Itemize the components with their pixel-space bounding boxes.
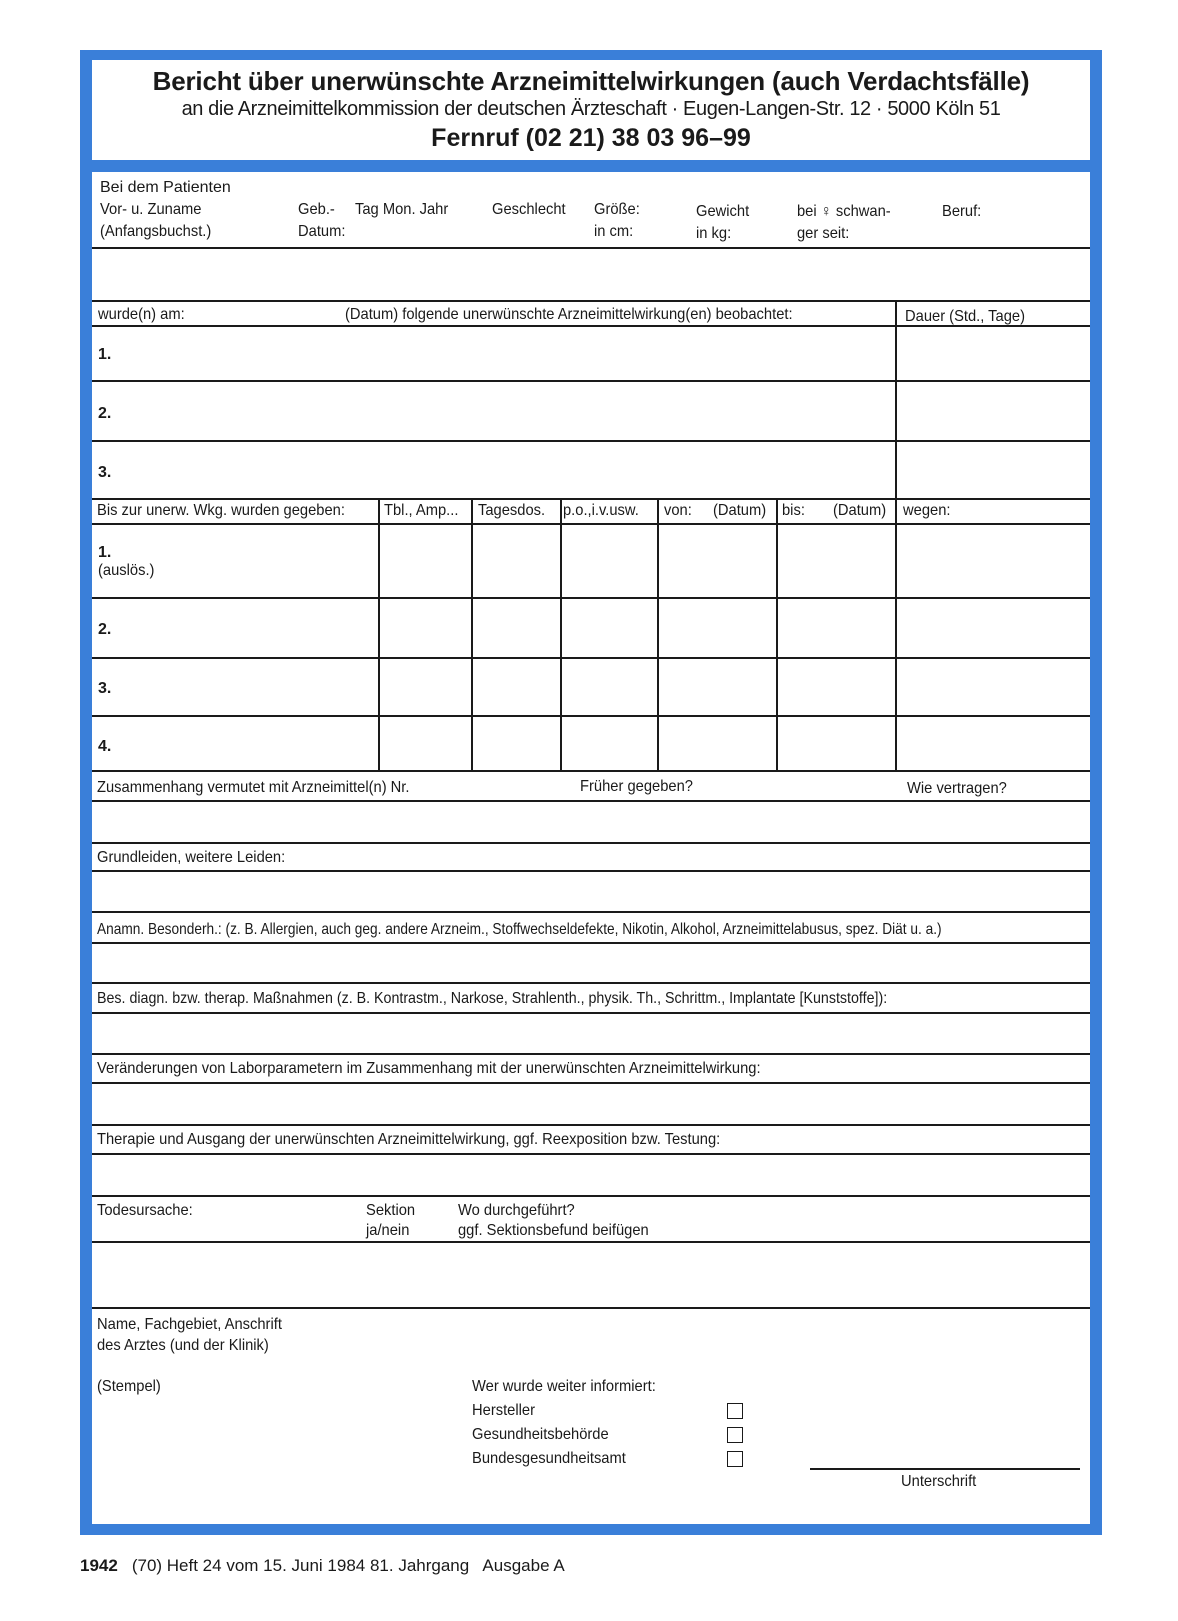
weight-label: Gewicht [696,203,750,220]
divider [92,1241,1090,1243]
effect-row-number: 3. [98,464,112,481]
federal-health-office-checkbox[interactable] [727,1451,743,1467]
divider [92,325,1090,327]
form-address: an die Arzneimittelkommission der deutschen Ärzteschaft · Eugen-Langen-Str. 12 · 5000 Köln 51 [181,98,1001,120]
patient-intro: Bei dem Patienten [100,179,231,196]
form-phone: Fernruf (02 21) 38 03 96–99 [431,124,751,152]
duration-label: Dauer (Std., Tage) [905,308,1026,325]
divider [92,1153,1090,1155]
health-authority-checkbox[interactable] [727,1427,743,1443]
option-label-manufacturer: Hersteller [472,1402,535,1419]
day-month-year-label: Tag Mon. Jahr [355,201,449,218]
daily-dose-header: Tagesdos. [478,502,546,519]
dosage-form-header: Tbl., Amp... [384,502,459,519]
column-divider [776,498,778,770]
informed-label: Wer wurde weiter informiert: [472,1378,656,1395]
route-header: p.o.,i.v.usw. [563,502,639,519]
duration-column-divider [895,300,897,505]
doctor-name-label-sub: des Arztes (und der Klinik) [97,1337,269,1354]
column-divider [471,498,473,770]
autopsy-yes-no: ja/nein [366,1222,410,1239]
given-before-label: Früher gegeben? [580,778,693,795]
signature-line [810,1468,1080,1470]
divider [92,657,1090,659]
column-divider [378,498,380,770]
divider [92,498,1090,500]
from-header: von: [664,502,692,519]
relationship-label: Zusammenhang vermutet mit Arzneimittel(n) Nr. [97,779,410,796]
reason-header: wegen: [903,502,951,519]
divider [92,715,1090,717]
pregnant-label: bei ♀ schwan- [797,203,891,220]
column-divider [657,498,659,770]
cause-of-death-label: Todesursache: [97,1202,193,1219]
anamnesis-label: Anamn. Besonderh.: (z. B. Allergien, auch geg. andere Arzneim., Stoffwechseldefekte, Nikotin, Alkohol, Arzneimittelabusus, spez. Diät u. a.) [97,921,942,938]
tolerated-label: Wie vertragen? [907,780,1007,797]
option-label-federal-health-office: Bundesgesundheitsamt [472,1450,626,1467]
divider [92,911,1090,913]
divider [92,800,1090,802]
occupation-label: Beruf: [942,203,982,220]
divider [92,380,1090,382]
sex-label: Geschlecht [492,201,566,218]
to-date-header: (Datum) [833,502,887,519]
birthdate-label: Geb.- [298,201,335,218]
stamp-label: (Stempel) [97,1378,161,1395]
therapy-outcome-label: Therapie und Ausgang der unerwünschten Arzneimittelwirkung, ggf. Reexposition bzw. Testung: [97,1131,721,1148]
divider [92,982,1090,984]
effect-row-number: 1. [98,346,112,363]
option-label-health-authority: Gesundheitsbehörde [472,1426,609,1443]
doctor-name-label: Name, Fachgebiet, Anschrift [97,1316,282,1333]
signature-label: Unterschrift [901,1473,977,1490]
birthdate-label-sub: Datum: [298,223,346,240]
column-divider [560,498,562,770]
divider [92,247,1090,249]
effect-row-number: 2. [98,405,112,422]
underlying-diseases-label: Grundleiden, weitere Leiden: [97,849,286,866]
autopsy-report-note: ggf. Sektionsbefund beifügen [458,1222,649,1239]
divider [92,770,1090,772]
divider [92,1195,1090,1197]
from-date-header: (Datum) [713,502,767,519]
divider [92,523,1090,525]
divider [92,1307,1090,1309]
divider [92,842,1090,844]
height-label-sub: in cm: [594,223,634,240]
page-number: 1942 [80,1556,118,1575]
divider [92,1012,1090,1014]
diagnostic-measures-label: Bes. diagn. bzw. therap. Maßnahmen (z. B. Kontrastm., Narkose, Strahlenth., physik. Th., Schrittm., Implantate [Kunststoffe]): [97,990,888,1007]
drugs-given-label: Bis zur unerw. Wkg. wurden gegeben: [97,502,345,519]
page-footer [80,1556,565,1576]
where-performed-label: Wo durchgeführt? [458,1202,575,1219]
drug-row-number: 1. [98,544,112,561]
divider [92,870,1090,872]
divider [92,300,1090,302]
to-header: bis: [782,502,805,519]
column-divider [895,498,897,770]
drug-row-number: 4. [98,738,112,755]
lab-changes-label: Veränderungen von Laborparametern im Zusammenhang mit der unerwünschten Arzneimittelwirkung: [97,1060,761,1077]
form-title: Bericht über unerwünschte Arzneimittelwirkungen (auch Verdachtsfälle) [152,66,1030,96]
issue-info: (70) Heft 24 vom 15. Juni 1984 81. Jahrgang Ausgabe A [131,1556,565,1575]
divider [92,597,1090,599]
autopsy-label: Sektion [366,1202,416,1219]
drug-row-trigger-note: (auslös.) [98,562,155,579]
divider [92,942,1090,944]
divider [92,1053,1090,1055]
name-label-sub: (Anfangsbuchst.) [100,223,212,240]
observed-date-label: wurde(n) am: [98,306,185,323]
effects-description-label: (Datum) folgende unerwünschte Arzneimittelwirkung(en) beobachtet: [345,306,793,323]
divider [92,1124,1090,1126]
drug-row-number: 2. [98,621,112,638]
divider [92,1082,1090,1084]
name-label: Vor- u. Zuname [100,201,202,218]
form-header [92,60,1090,160]
manufacturer-checkbox[interactable] [727,1403,743,1419]
drug-row-number: 3. [98,680,112,697]
pregnant-label-sub: ger seit: [797,225,850,242]
height-label: Größe: [594,201,640,218]
weight-label-sub: in kg: [696,225,732,242]
divider [92,440,1090,442]
